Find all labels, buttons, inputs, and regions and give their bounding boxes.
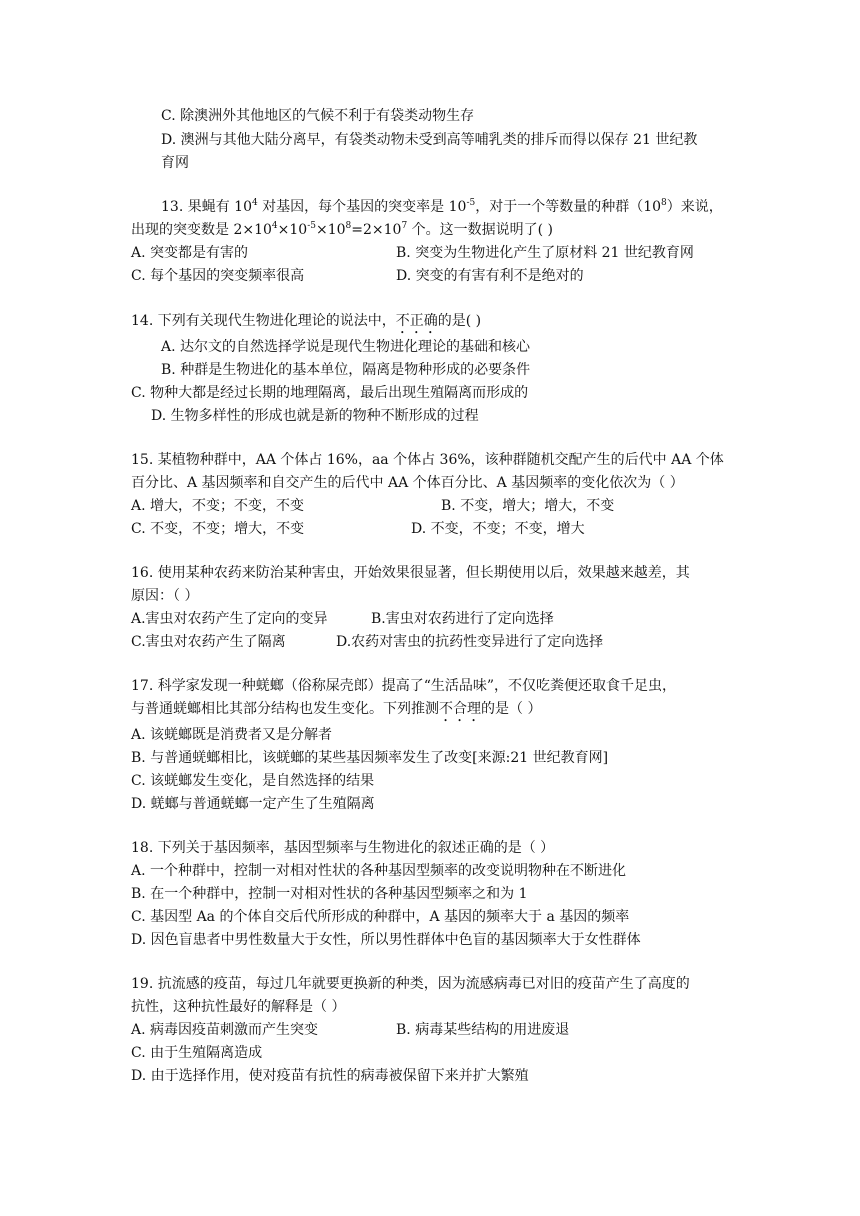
q14-option-d: D. 生物多样性的形成也就是新的物种不断形成的过程 xyxy=(151,408,479,424)
q17-option-d: D. 蜣螂与普通蜣螂一定产生了生殖隔离 xyxy=(131,796,375,812)
q18-option-a: A. 一个种群中，控制一对相对性状的各种基因型频率的改变说明物种在不断进化 xyxy=(131,863,627,879)
q19-option-c: C. 由于生殖隔离造成 xyxy=(131,1045,263,1061)
q14-option-b: B. 种群是生物进化的基本单位，隔离是物种形成的必要条件 xyxy=(161,362,531,378)
q12-option-c: C. 除澳洲外其他地区的气候不利于有袋类动物生存 xyxy=(161,108,475,124)
q16-stem-line2: 原因：（ ） xyxy=(131,588,199,604)
q19-option-b: B. 病毒某些结构的用进废退 xyxy=(396,1022,570,1038)
q18-stem: 18. 下列关于基因频率，基因型频率与生物进化的叙述正确的是（ ） xyxy=(131,840,555,856)
q19-stem-line2: 抗性，这种抗性最好的解释是（ ） xyxy=(131,999,346,1015)
q13-option-a: A. 突变都是有害的 xyxy=(131,245,249,261)
q13-option-d: D. 突变的有害有利不是绝对的 xyxy=(396,268,584,284)
q14-option-a: A. 达尔文的自然选择学说是现代生物进化理论的基础和核心 xyxy=(161,339,531,355)
q19-option-d: D. 由于选择作用，使对疫苗有抗性的病毒被保留下来并扩大繁殖 xyxy=(131,1068,529,1084)
q18-option-b: B. 在一个种群中，控制一对相对性状的各种基因型频率之和为 1 xyxy=(131,886,528,902)
q17-option-a: A. 该蜣螂既是消费者又是分解者 xyxy=(131,727,333,743)
q17-stem-line2: 与普通蜣螂相比其部分结构也发生变化。下列推测不合理的是（ ） xyxy=(131,701,542,717)
q18-option-c: C. 基因型 Aa 的个体自交后代所形成的种群中，A 基因的频率大于 a 基因的频率 xyxy=(131,909,630,925)
q12-option-d-line1: D. 澳洲与其他大陆分离早，有袋类动物未受到高等哺乳类的排斥而得以保存 21 世纪教 xyxy=(161,132,698,148)
q16-option-a: A.害虫对农药产生了定向的变异 xyxy=(131,611,328,627)
q17-option-b: B. 与普通蜣螂相比，该蜣螂的某些基因频率发生了改变[来源:21 世纪教育网] xyxy=(131,750,609,766)
q13-stem-line1: 13. 果蝇有 $10^4$ 对基因，每个基因的突变率是 $10^{-5}$，对于一个等数量的种群$(10^8)$来说， xyxy=(161,198,723,215)
q19-option-a: A. 病毒因疫苗刺激而产生突变 xyxy=(131,1022,319,1038)
q16-stem-line1: 16. 使用某种农药来防治某种害虫，开始效果很显著，但长期使用以后，效果越来越差，其 xyxy=(131,565,690,581)
q16-option-b: B.害虫对农药进行了定向选择 xyxy=(371,611,554,627)
q15-option-b: B. 不变，增大；增大，不变 xyxy=(441,498,615,514)
q15-option-c: C. 不变，不变；增大，不变 xyxy=(131,521,305,537)
q16-option-d: D.农药对害虫的抗药性变异进行了定向选择 xyxy=(336,634,604,650)
q12-option-d-line2: 育网 xyxy=(161,155,189,171)
q17-stem-line1: 17. 科学家发现一种蜣螂（俗称屎壳郎）提高了“生活品味”，不仅吃粪便还取食千足虫， xyxy=(131,678,677,694)
q19-stem-line1: 19. 抗流感的疫苗，每过几年就要更换新的种类，因为流感病毒已对旧的疫苗产生了高度的 xyxy=(131,976,690,992)
q17-option-c: C. 该蜣螂发生变化，是自然选择的结果 xyxy=(131,773,375,789)
q13-option-c: C. 每个基因的突变频率很高 xyxy=(131,268,305,284)
q16-option-c: C.害虫对农药产生了隔离 xyxy=(131,634,286,650)
q18-option-d: D. 因色盲患者中男性数量大于女性，所以男性群体中色盲的基因频率大于女性群体 xyxy=(131,932,641,948)
q15-option-a: A. 增大，不变；不变，不变 xyxy=(131,498,305,514)
q14-option-c: C. 物种大都是经过长期的地理隔离，最后出现生殖隔离而形成的 xyxy=(131,385,529,401)
q13-option-b: B. 突变为生物进化产生了原材料 21 世纪教育网 xyxy=(396,245,694,261)
q15-stem-line2: 百分比、A 基因频率和自交产生的后代中 AA 个体百分比、A 基因频率的变化依次为（ ） xyxy=(131,475,684,491)
q15-option-d: D. 不变，不变；不变，增大 xyxy=(411,521,585,537)
q14-stem: 14. 下列有关现代生物进化理论的说法中，不正确的是( ) xyxy=(131,313,482,329)
q15-stem-line1: 15. 某植物种群中，AA 个体占 16%，aa 个体占 36%，该种群随机交配产生的后代中 AA 个体 xyxy=(131,452,724,468)
q13-stem-line2: 出现的突变数是 $2\times 10^4\times 10^{-5}\times 10^8=2\times 10^7$ 个。这一数据说明了( ) xyxy=(131,221,553,238)
